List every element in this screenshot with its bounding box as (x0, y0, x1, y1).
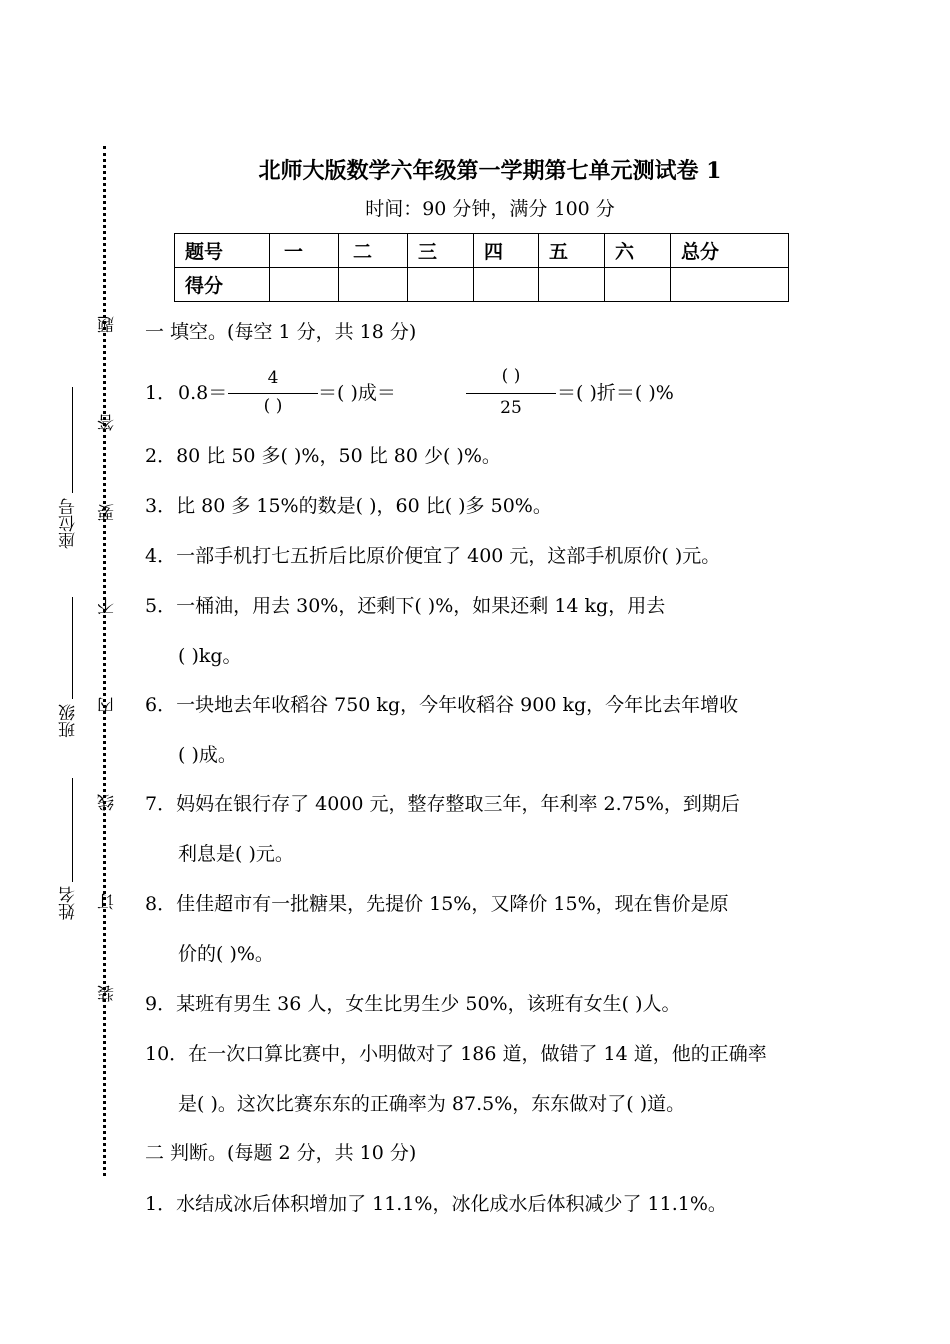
seat-field-label: 座位号 (59, 498, 79, 549)
question-text: 9．某班有男生 36 人，女生比男生少 50%，该班有女生( )人。 (145, 993, 681, 1015)
question-text: 2．80 比 50 多( )%，50 比 80 少( )%。 (145, 445, 501, 467)
class-field-line[interactable] (72, 597, 73, 699)
seat-field-line[interactable] (72, 387, 73, 493)
page-subtitle: 时间：90 分钟，满分 100 分 (365, 198, 615, 220)
table-cell: 六 (605, 234, 671, 268)
question-text: 10．在一次口算比赛中，小明做对了 186 道，做错了 14 道，他的正确率 (145, 1043, 767, 1065)
question-text: ( )成。 (178, 744, 237, 766)
table-row (175, 234, 789, 268)
table-cell: 五 (539, 234, 605, 268)
fraction-denominator: 25 (500, 398, 522, 418)
table-cell: 得分 (175, 268, 270, 302)
question-text: 8．佳佳超市有一批糖果，先提价 15%，又降价 15%，现在售价是原 (145, 893, 729, 915)
binding-char: 题 (98, 316, 118, 333)
question-text: 0.8＝ (178, 382, 228, 404)
binding-char: 订 (98, 893, 118, 910)
score-cell[interactable] (671, 268, 789, 302)
score-cell[interactable] (408, 268, 474, 302)
page-title: 北师大版数学六年级第一学期第七单元测试卷 1 (258, 158, 722, 184)
question-text: ＝( )成＝ (318, 382, 396, 404)
question-text: 是( )。这次比赛东东的正确率为 87.5%，东东做对了( )道。 (178, 1093, 686, 1115)
question-text: 价的( )%。 (178, 943, 274, 965)
question-text: 5．一桶油，用去 30%，还剩下( )%，如果还剩 14 kg，用去 (145, 595, 666, 617)
table-cell: 题号 (175, 234, 270, 268)
class-field-label: 班级 (59, 704, 79, 738)
binding-char: 装 (98, 985, 118, 1002)
question-text: ＝( )折＝( )% (557, 382, 674, 404)
fraction-bar (228, 393, 318, 394)
table-row (175, 268, 789, 302)
score-cell[interactable] (539, 268, 605, 302)
fraction-denominator[interactable]: ( ) (263, 396, 283, 416)
question-text: 利息是( )元。 (178, 843, 294, 865)
score-cell[interactable] (339, 268, 408, 302)
question-text: 3．比 80 多 15%的数是( )，60 比( )多 50%。 (145, 495, 552, 517)
score-cell[interactable] (474, 268, 539, 302)
question-text: 7．妈妈在银行存了 4000 元，整存整取三年，年利率 2.75%，到期后 (145, 793, 740, 815)
binding-char: 要 (98, 504, 118, 521)
binding-char: 内 (98, 697, 118, 714)
name-field-line[interactable] (72, 778, 73, 882)
binding-dotted-line (103, 146, 106, 1176)
question-text: ( )kg。 (178, 645, 242, 667)
score-table (174, 233, 789, 302)
table-cell: 一 (270, 234, 339, 268)
section-heading: 二 判断。(每题 2 分，共 10 分) (145, 1142, 417, 1164)
table-cell: 四 (474, 234, 539, 268)
binding-char: 答 (98, 414, 118, 431)
table-cell: 三 (408, 234, 474, 268)
table-cell: 总分 (671, 234, 789, 268)
score-cell[interactable] (270, 268, 339, 302)
question-text: 4．一部手机打七五折后比原价便宜了 400 元，这部手机原价( )元。 (145, 545, 721, 567)
binding-char: 线 (98, 794, 118, 811)
question-text: 6．一块地去年收稻谷 750 kg，今年收稻谷 900 kg，今年比去年增收 (145, 694, 739, 716)
fraction-numerator: 4 (267, 368, 279, 388)
question-number: 1． (145, 382, 177, 404)
table-cell: 二 (339, 234, 408, 268)
binding-char: 不 (98, 598, 118, 615)
fraction-bar (466, 393, 556, 394)
section-heading: 一 填空。(每空 1 分，共 18 分) (145, 321, 417, 343)
score-cell[interactable] (605, 268, 671, 302)
question-text: 1．水结成冰后体积增加了 11.1%，冰化成水后体积减少了 11.1%。 (145, 1193, 727, 1215)
fraction-numerator[interactable]: ( ) (501, 366, 521, 386)
name-field-label: 姓名 (59, 886, 79, 920)
